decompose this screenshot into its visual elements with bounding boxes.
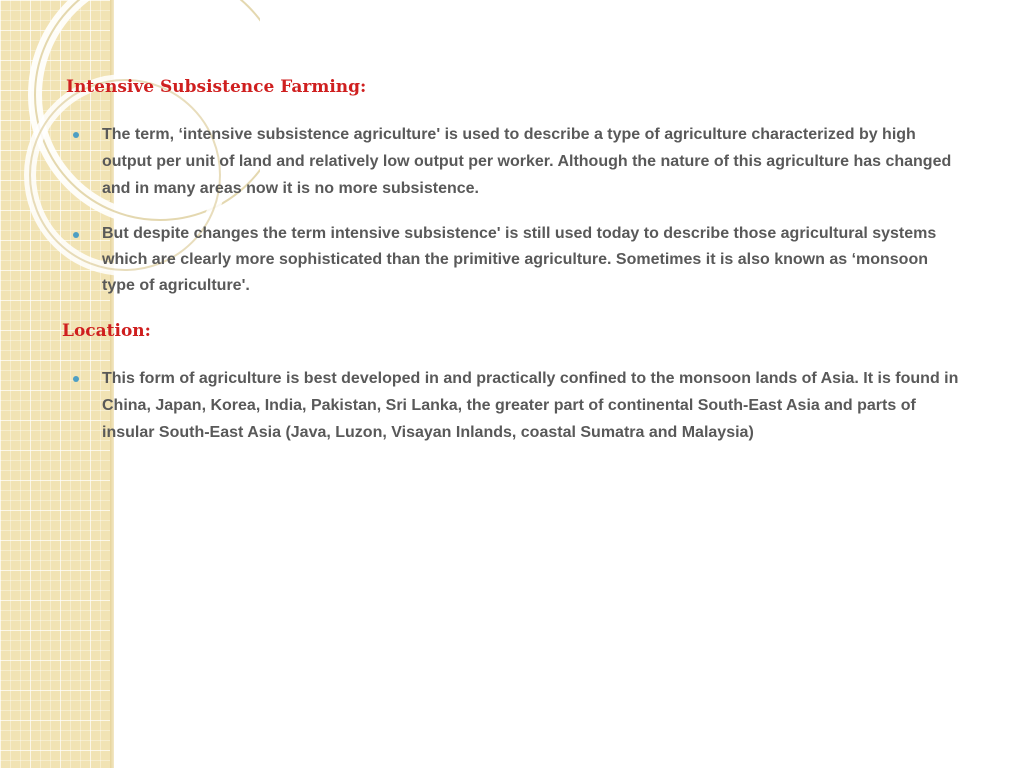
paragraph-terminology: But despite changes the term intensive subsistence' is still used today to describe those agricultural systems which are clearly more sophisticated than the primitive agriculture. Sometimes it is also known as ‘monsoon type of agriculture'. — [102, 225, 937, 294]
heading-location: Location: — [62, 321, 151, 341]
bullet-icon — [73, 376, 79, 382]
decorative-side-band — [0, 0, 114, 768]
bullet-icon — [73, 232, 79, 238]
paragraph-location: This form of agriculture is best developed in and practically confined to the monsoon lands of Asia. It is found in China, Japan, Korea, India, Pakistan, Sri Lanka, the greater part of continental South-East Asia and parts of insular South-East Asia (Java, Luzon, Visayan Inlands, coastal Sumatra and Malaysia) — [102, 370, 959, 441]
heading-intensive-subsistence-farming: Intensive Subsistence Farming: — [66, 77, 367, 97]
bullet-icon — [73, 132, 79, 138]
paragraph-definition: The term, ‘intensive subsistence agriculture' is used to describe a type of agriculture characterized by high output per unit of land and relatively low output per worker. Although the nature of this agriculture has changed and in many areas now it is no more subsistence. — [102, 126, 952, 197]
